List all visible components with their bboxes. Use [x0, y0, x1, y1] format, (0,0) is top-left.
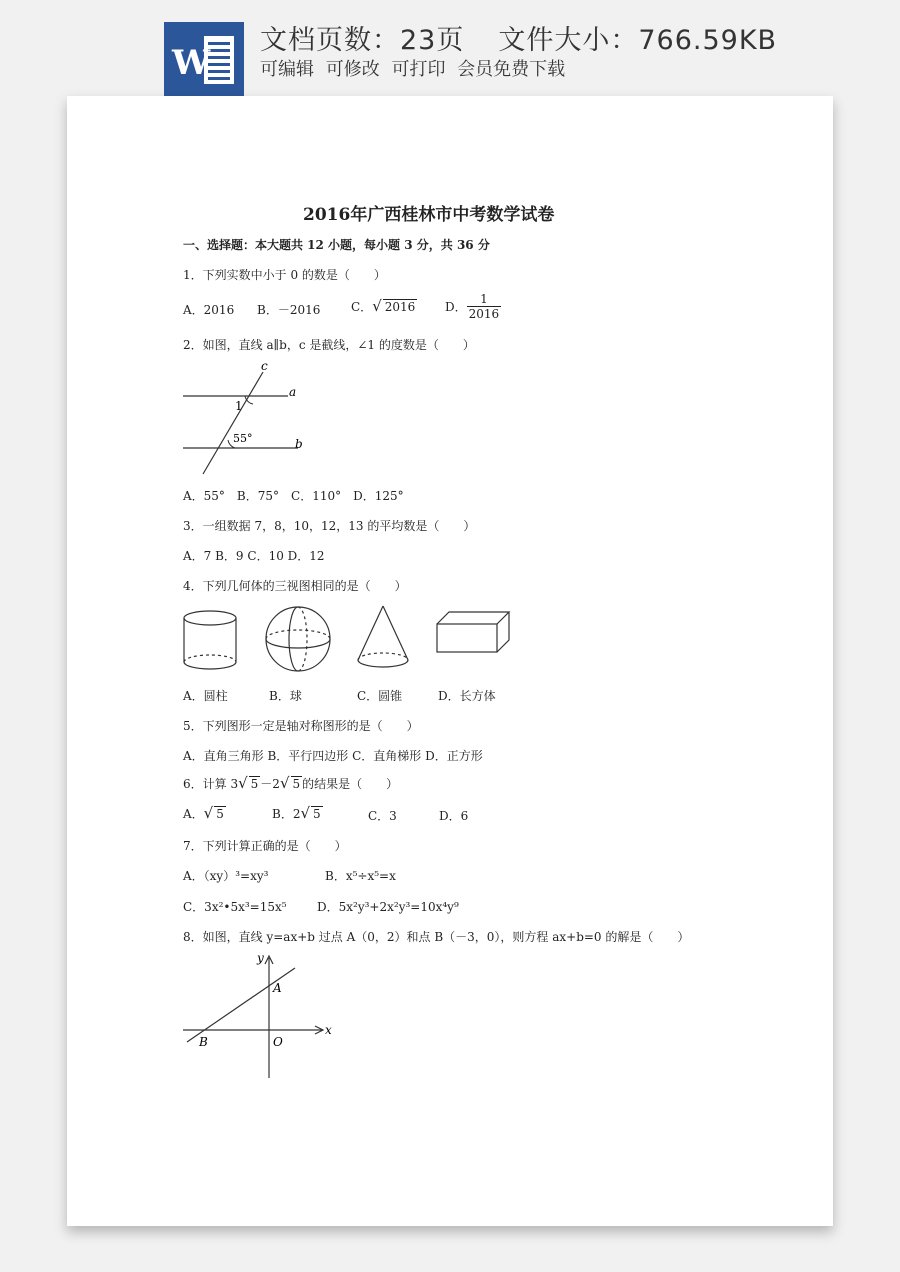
- question-6: 6．计算 3√ 5 －2√ 5 的结果是（ ）: [183, 774, 399, 792]
- label-y: y: [257, 952, 264, 965]
- question-3: 3．一组数据 7，8，10，12，13 的平均数是（ ）: [183, 519, 476, 533]
- label-point-a: A: [273, 981, 282, 995]
- page-title: 2016年广西桂林市中考数学试卷: [303, 205, 555, 225]
- angle-1-arc: [245, 396, 253, 404]
- file-size: 文件大小：766.59KB: [498, 25, 778, 56]
- question-2: 2．如图，直线 a∥b，c 是截线，∠1 的度数是（ ）: [183, 338, 475, 352]
- q1-option-a: A．2016: [183, 303, 235, 317]
- question-8: 8．如图，直线 y=ax+b 过点 A（0，2）和点 B（－3，0），则方程 ax+b=0 的解是（ ）: [183, 930, 690, 944]
- q4-option-c: C．圆锥: [357, 689, 403, 703]
- label-point-b: B: [199, 1035, 208, 1049]
- question-5: 5．下列图形一定是轴对称图形的是（ ）: [183, 719, 419, 733]
- line-y-ax-b: [187, 968, 295, 1042]
- q7-option-d: D．5x²y³+2x²y³=10x⁴y⁹: [317, 900, 459, 914]
- q1-c-radicand: 2016: [384, 300, 416, 314]
- question-4: 4．下列几何体的三视图相同的是（ ）: [183, 579, 407, 593]
- document-page: [67, 96, 833, 1226]
- cuboid-shape: [437, 612, 509, 652]
- q4-option-d: D．长方体: [438, 689, 496, 703]
- page-count: 文档页数：23页: [260, 25, 465, 56]
- parallel-lines-figure: [183, 358, 313, 478]
- q1-d-denominator: 2016: [468, 307, 500, 321]
- line-c: [203, 372, 263, 474]
- q6-option-b: B．2√ 5: [272, 804, 321, 822]
- q6-option-d: D．6: [439, 809, 469, 823]
- question-1: 1．下列实数中小于 0 的数是（ ）: [183, 268, 386, 282]
- q7-option-b: B．x⁵÷x⁵=x: [325, 869, 396, 883]
- label-a: a: [289, 385, 297, 399]
- logo-letter: W: [172, 43, 211, 83]
- label-origin: O: [273, 1035, 283, 1049]
- q1-option-d: D． $\frac{1}{2016}$: [445, 292, 500, 321]
- label-b: b: [295, 437, 303, 451]
- label-x: x: [325, 1023, 332, 1037]
- label-c: c: [261, 359, 268, 373]
- solids-figure: [183, 604, 518, 674]
- q1-d-numerator: 1: [467, 292, 502, 307]
- q4-option-a: A．圆柱: [183, 689, 228, 703]
- linear-function-figure: [183, 952, 333, 1082]
- q4-option-b: B．球: [269, 689, 302, 703]
- question-7: 7．下列计算正确的是（ ）: [183, 839, 347, 853]
- label-angle-1: 1: [235, 399, 243, 413]
- q1-option-b: B．－2016: [257, 303, 321, 317]
- section-heading: 一、选择题：本大题共 12 小题，每小题 3 分，共 36 分: [183, 238, 490, 252]
- cone-shape: [358, 606, 408, 667]
- label-angle-55: 55°: [233, 432, 253, 445]
- q1-option-c: C．√ 2016: [351, 297, 416, 315]
- q7-option-a: A．（xy）³=xy³: [183, 869, 269, 883]
- q5-options: A．直角三角形 B．平行四边形 C．直角梯形 D．正方形: [183, 749, 483, 763]
- file-stats: [260, 18, 777, 57]
- q3-options: A．7 B．9 C．10 D．12: [183, 549, 325, 563]
- cylinder-shape: [184, 611, 236, 669]
- q6-option-a: A．√ 5: [183, 804, 224, 822]
- sphere-shape: [266, 607, 330, 671]
- q7-option-c: C．3x²•5x³=15x⁵: [183, 900, 287, 914]
- q2-options: A．55° B．75° C．110° D．125°: [183, 489, 404, 503]
- word-document-icon: [164, 22, 244, 96]
- q6-option-c: C．3: [368, 809, 397, 823]
- document-info-header: [0, 0, 900, 100]
- feature-list: 可编辑 可修改 可打印 会员免费下载: [260, 59, 566, 80]
